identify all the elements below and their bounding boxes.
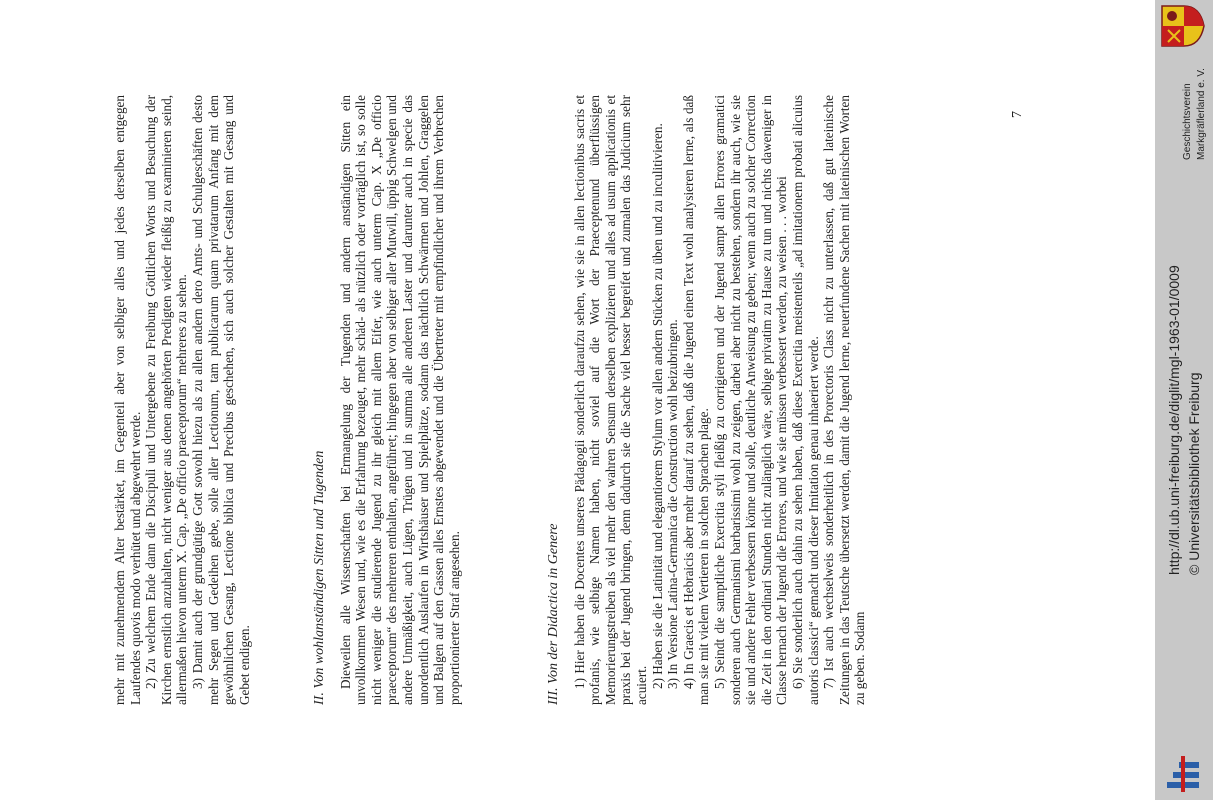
permalink-url[interactable]: http://dl.ub.uni-freiburg.de/diglit/mgl-1963-01/0009 — [1166, 265, 1182, 575]
paragraph: 5) Seindt die samptliche Exercitia styli fleißig zu corrigieren und der Jugend sampt allen Errores gramatici sonderen auch Germanismi barbarissimi wohl zu zeigen, darbei aber nicht zu bestehen, sondern ihr auch, wie sie sie und andere Fehler verbessern könne und solle, deutliche Anweisung zu geben; wenn auch zu solcher Correction die Zeit in den ordinari Stunden nicht zulänglich wäre, selbige privatim zu Hause zu tun und nichts daweniger in Classe hernach der Jugend die Errores, und wie sie müssen verbessert werden, zu weisen . . . worbei — [711, 95, 790, 705]
page-number: 7 — [1010, 111, 1025, 118]
paragraph: mehr mit zunehmendem Alter bestärket, im Gegenteil aber von selbiger alles und jedes derselben entgegen Laufendes quovis modo verhütet und abgewehrt werde. — [112, 95, 143, 705]
copyright-notice: © Universitätsbibliothek Freiburg — [1186, 372, 1202, 575]
paragraph: 4) In Graecis et Hebraicis aber mehr darauf zu sehen, daß die Jugend einen Text wohl analysieren lerne, als daß man sie mit vielem Vertieren in solchen Sprachen plage. — [680, 95, 712, 705]
paragraph: 2) Zu welchem Ende dann die Discipuli und Untergebene zu Freibung Göttlichen Worts und Besuchung der Kirchen ernstlich anzuhalten, nicht weniger aus denen angehörten Predigten wieder fleißig zu examinieren seind, allermaßen hievon unterm X. Cap. „De officio praeceptorum“ mehreres zu sehen. — [143, 95, 190, 705]
paragraph: 3) Damit auch der grundgütige Gott sowohl hiezu als zu allen andern dero Amts- und Schulgeschäften desto mehr Segen und Gedeihen gebe, solle aller Lectionum, tam publicarum quam privatarum Anfang mit dem gewöhnlichen Gesang, Lectione biblica und Precibus geschehen, sich auch solcher Gestalten mit Gesang und Gebet endigen. — [189, 95, 252, 705]
paragraph: 3) In Versione Latina-Germanica die Construction wohl beizubringen. — [665, 319, 681, 689]
paragraph: 7) Ist auch wechselweis sonderheitlich in des Prorectoris Class nicht zu unterlassen, daß gut lateinische Zeitungen in das Teutsche übersetzt werden, damit die Jugend lerne, neuerfundene Sachen mit lateinischen Worten zu geben. Sodann — [821, 95, 868, 705]
society-name: Geschichtsverein — [1182, 83, 1193, 160]
paragraph: Dieweilen alle Wissenschaften bei Ermangelung der Tugenden und andern anständigen Sitten ein unvollkommen Wesen und, wie es die Erfahrung bezeuget, mehr schäd- als nützlich oder vorträglich ist, so solle nicht weniger die studierende Jugend zu ihr gleich mit allem Eifer, wie auch unterm Cap. X „De officio praeceptorum“ des mehreren enthalten, angeführet; hingegen aber von selbiger aller Mutwill, üppig Schwelgen und andere Unmäßigkeit, auch Lügen, Trügen und in summa alle anderen Laster und darunter auch in specie das unordentlich Auslaufen in Wirtshäuser und Spielplätze, sodann das nächtlich Schwärmen und Johlen, Graggelen und Balgen auf den Gassen alles Ernstes abgewendet und die Übertreter mit empfindlicher und ihrem Verbrechen proportionierter Straf angesehen. — [337, 95, 462, 705]
section-3 — [546, 95, 868, 705]
section-intro-continuation — [112, 95, 252, 705]
paragraph: 2) Haben sie die Latinität und elegantiorem Stylum vor allen andern Stücken zu üben und zu inculitivieren. — [649, 123, 665, 689]
section-3-heading: III. Von der Didactica in Genere — [546, 523, 561, 705]
paragraph: 1) Hier haben die Docentes unseres Pädagogii sonderlich daraufzu sehen, wie sie in allen lectionibus sacris et profanis, wie selbige Namen haben, nicht soviel auf die Wort der Praeceptenund überflüssigen Memorierungstreiben als viel mehr den wahren Sensum derselben explizieren und alles ad usum applicationis et praxis bei der Jugend bringen, denn dadurch sie die Sache viel besser begreifet und zumalen das Judicium sehr acuiert. — [571, 95, 649, 705]
society-region: Markgräflerland e. V. — [1196, 68, 1207, 160]
ub-freiburg-logo-icon — [1163, 752, 1203, 792]
paragraph: 6) Sie sonderlich auch dahin zu sehen haben, daß diese Exercitia meistenteils „ad imitationem probati alicuius autoris classici“ gemacht und dieser Imitation genau inhaeriert werde. — [789, 95, 821, 705]
section-2-heading: II. Von wohlanständigen Sitten und Tugenden — [312, 450, 327, 705]
coat-of-arms-icon — [1160, 4, 1206, 48]
section-2 — [312, 95, 462, 705]
